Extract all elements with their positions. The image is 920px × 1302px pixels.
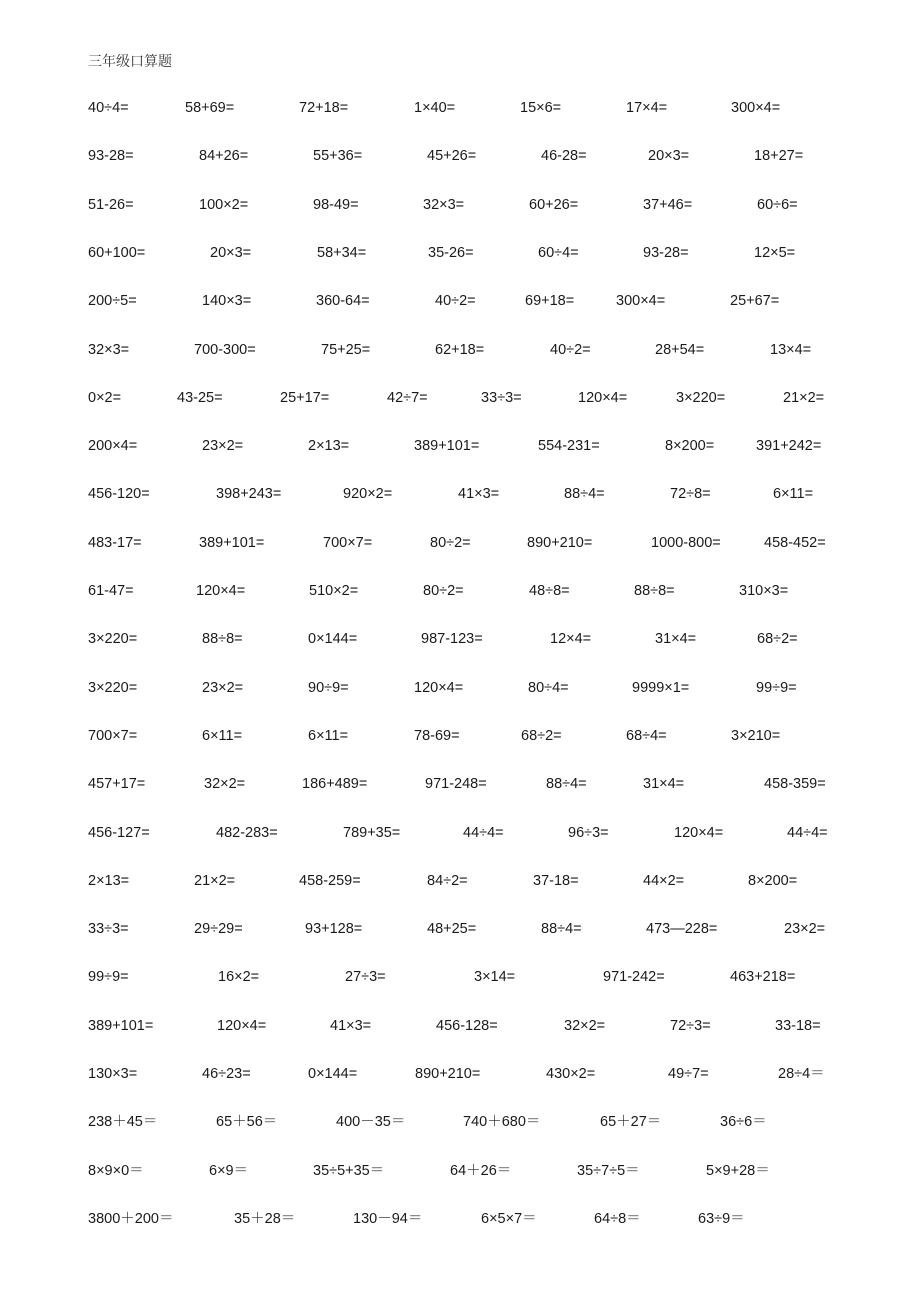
- arithmetic-problem: 65＋56＝: [216, 1114, 278, 1131]
- problem-row: [0, 918, 920, 940]
- problem-row: [0, 1208, 920, 1230]
- arithmetic-problem: 0×144=: [308, 1066, 358, 1082]
- problem-row: [0, 725, 920, 747]
- arithmetic-problem: 120×4=: [217, 1017, 267, 1034]
- arithmetic-problem: 920×2=: [343, 486, 393, 503]
- arithmetic-problem: 75+25=: [321, 341, 371, 358]
- arithmetic-problem: 72÷3=: [670, 1017, 711, 1034]
- arithmetic-problem: 40÷4=: [88, 100, 129, 116]
- arithmetic-problem: 36÷6＝: [720, 1114, 767, 1131]
- arithmetic-problem: 68÷4=: [626, 727, 667, 744]
- arithmetic-problem: 40÷2=: [550, 341, 591, 358]
- arithmetic-problem: 130×3=: [88, 1066, 138, 1082]
- arithmetic-problem: 21×2=: [783, 389, 825, 406]
- arithmetic-problem: 29÷29=: [194, 921, 243, 938]
- arithmetic-problem: 23×2=: [202, 438, 244, 455]
- arithmetic-problem: 32×2=: [204, 776, 246, 793]
- arithmetic-problem: 80÷4=: [528, 679, 569, 696]
- problem-row: [0, 97, 920, 119]
- arithmetic-problem: 44×2=: [643, 872, 685, 889]
- arithmetic-problem: 3×14=: [474, 969, 516, 986]
- arithmetic-problem: 35÷5+35＝: [313, 1162, 385, 1179]
- arithmetic-problem: 473—228=: [646, 921, 718, 938]
- arithmetic-problem: 21×2=: [194, 872, 236, 889]
- arithmetic-problem: 62+18=: [435, 341, 485, 358]
- arithmetic-problem: 58+34=: [317, 244, 367, 261]
- arithmetic-problem: 49÷7=: [668, 1066, 709, 1082]
- arithmetic-problem: 2×13=: [308, 438, 350, 455]
- worksheet-title: 三年级口算题: [88, 54, 172, 70]
- arithmetic-problem: 98-49=: [313, 196, 359, 213]
- arithmetic-problem: 88÷8=: [634, 583, 675, 599]
- arithmetic-problem: 458-259=: [299, 872, 361, 889]
- arithmetic-problem: 1000-800=: [651, 534, 721, 551]
- arithmetic-problem: 120×4=: [674, 824, 724, 841]
- arithmetic-problem: 0×144=: [308, 631, 358, 648]
- arithmetic-problem: 25+17=: [280, 389, 330, 406]
- arithmetic-problem: 389+101=: [199, 534, 265, 551]
- arithmetic-problem: 20×3=: [648, 148, 690, 165]
- arithmetic-problem: 100×2=: [199, 196, 249, 213]
- arithmetic-problem: 37+46=: [643, 196, 693, 213]
- arithmetic-problem: 32×3=: [88, 341, 130, 358]
- arithmetic-problem: 300×4=: [731, 100, 781, 116]
- arithmetic-problem: 96÷3=: [568, 824, 609, 841]
- arithmetic-problem: 238＋45＝: [88, 1114, 158, 1131]
- arithmetic-problem: 80÷2=: [423, 583, 464, 599]
- arithmetic-problem: 140×3=: [202, 293, 252, 310]
- arithmetic-problem: 18+27=: [754, 148, 804, 165]
- arithmetic-problem: 400－35＝: [336, 1114, 406, 1131]
- arithmetic-problem: 27÷3=: [345, 969, 386, 986]
- arithmetic-problem: 9999×1=: [632, 679, 690, 696]
- arithmetic-problem: 78-69=: [414, 727, 460, 744]
- arithmetic-problem: 12×5=: [754, 244, 796, 261]
- arithmetic-problem: 456-120=: [88, 486, 150, 503]
- problem-row: [0, 145, 920, 167]
- arithmetic-problem: 72÷8=: [670, 486, 711, 503]
- arithmetic-problem: 33-18=: [775, 1017, 821, 1034]
- arithmetic-problem: 63÷9＝: [698, 1210, 745, 1227]
- problem-row: [0, 339, 920, 361]
- problem-row: [0, 580, 920, 602]
- arithmetic-problem: 16×2=: [218, 969, 260, 986]
- arithmetic-problem: 3×220=: [88, 679, 138, 696]
- arithmetic-problem: 88÷4=: [546, 776, 587, 793]
- arithmetic-problem: 430×2=: [546, 1066, 596, 1082]
- arithmetic-problem: 360-64=: [316, 293, 370, 310]
- problem-row: [0, 870, 920, 892]
- arithmetic-problem: 700-300=: [194, 341, 256, 358]
- problem-row: [0, 677, 920, 699]
- arithmetic-problem: 88÷8=: [202, 631, 243, 648]
- problem-row: [0, 1160, 920, 1182]
- problem-row: [0, 966, 920, 988]
- arithmetic-problem: 200÷5=: [88, 293, 137, 310]
- arithmetic-problem: 33÷3=: [88, 921, 129, 938]
- arithmetic-problem: 88÷4=: [564, 486, 605, 503]
- problem-row: [0, 435, 920, 457]
- arithmetic-problem: 457+17=: [88, 776, 146, 793]
- problem-row: [0, 822, 920, 844]
- arithmetic-problem: 3×220=: [676, 389, 726, 406]
- arithmetic-problem: 93+128=: [305, 921, 363, 938]
- arithmetic-problem: 28+54=: [655, 341, 705, 358]
- arithmetic-problem: 3×210=: [731, 727, 781, 744]
- arithmetic-problem: 2×13=: [88, 872, 130, 889]
- problem-row: [0, 1015, 920, 1037]
- arithmetic-problem: 12×4=: [550, 631, 592, 648]
- arithmetic-problem: 13×4=: [770, 341, 812, 358]
- arithmetic-problem: 971-242=: [603, 969, 665, 986]
- arithmetic-problem: 41×3=: [458, 486, 500, 503]
- arithmetic-problem: 44÷4=: [787, 824, 828, 841]
- arithmetic-problem: 88÷4=: [541, 921, 582, 938]
- arithmetic-problem: 35＋28＝: [234, 1210, 296, 1227]
- arithmetic-problem: 458-359=: [764, 776, 826, 793]
- arithmetic-problem: 6×11=: [773, 486, 814, 503]
- arithmetic-problem: 84+26=: [199, 148, 249, 165]
- arithmetic-problem: 458-452=: [764, 534, 826, 551]
- arithmetic-problem: 64＋26＝: [450, 1162, 512, 1179]
- arithmetic-problem: 37-18=: [533, 872, 579, 889]
- arithmetic-problem: 300×4=: [616, 293, 666, 310]
- arithmetic-problem: 483-17=: [88, 534, 142, 551]
- arithmetic-problem: 0×2=: [88, 389, 122, 406]
- arithmetic-problem: 789+35=: [343, 824, 401, 841]
- arithmetic-problem: 398+243=: [216, 486, 282, 503]
- arithmetic-problem: 554-231=: [538, 438, 600, 455]
- arithmetic-problem: 510×2=: [309, 583, 359, 599]
- arithmetic-problem: 31×4=: [643, 776, 685, 793]
- arithmetic-problem: 65＋27＝: [600, 1114, 662, 1131]
- arithmetic-problem: 93-28=: [643, 244, 689, 261]
- arithmetic-problem: 8×200=: [665, 438, 715, 455]
- arithmetic-problem: 68÷2=: [521, 727, 562, 744]
- arithmetic-problem: 40÷2=: [435, 293, 476, 310]
- arithmetic-problem: 463+218=: [730, 969, 796, 986]
- arithmetic-problem: 60+26=: [529, 196, 579, 213]
- arithmetic-problem: 35÷7÷5＝: [577, 1162, 640, 1179]
- arithmetic-problem: 43-25=: [177, 389, 223, 406]
- arithmetic-problem: 45+26=: [427, 148, 477, 165]
- arithmetic-problem: 46-28=: [541, 148, 587, 165]
- arithmetic-problem: 23×2=: [202, 679, 244, 696]
- arithmetic-problem: 55+36=: [313, 148, 363, 165]
- problem-row: [0, 773, 920, 795]
- arithmetic-problem: 971-248=: [425, 776, 487, 793]
- arithmetic-problem: 58+69=: [185, 100, 235, 116]
- arithmetic-problem: 482-283=: [216, 824, 278, 841]
- arithmetic-problem: 186+489=: [302, 776, 368, 793]
- arithmetic-problem: 456-127=: [88, 824, 150, 841]
- arithmetic-problem: 6×11=: [308, 727, 349, 744]
- arithmetic-problem: 200×4=: [88, 438, 138, 455]
- arithmetic-problem: 1×40=: [414, 100, 456, 116]
- arithmetic-problem: 44÷4=: [463, 824, 504, 841]
- arithmetic-problem: 93-28=: [88, 148, 134, 165]
- arithmetic-problem: 80÷2=: [430, 534, 471, 551]
- arithmetic-problem: 20×3=: [210, 244, 252, 261]
- arithmetic-problem: 99÷9=: [88, 969, 129, 986]
- arithmetic-problem: 700×7=: [88, 727, 138, 744]
- arithmetic-problem: 60÷6=: [757, 196, 798, 213]
- arithmetic-problem: 17×4=: [626, 100, 668, 116]
- arithmetic-problem: 890+210=: [527, 534, 593, 551]
- problem-row: [0, 483, 920, 505]
- arithmetic-problem: 120×4=: [414, 679, 464, 696]
- arithmetic-problem: 6×9＝: [209, 1162, 249, 1179]
- problem-row: [0, 387, 920, 409]
- arithmetic-problem: 99÷9=: [756, 679, 797, 696]
- arithmetic-problem: 28÷4＝: [778, 1066, 825, 1082]
- problem-row: [0, 242, 920, 264]
- arithmetic-problem: 120×4=: [196, 583, 246, 599]
- arithmetic-problem: 64÷8＝: [594, 1210, 641, 1227]
- arithmetic-problem: 33÷3=: [481, 389, 522, 406]
- arithmetic-problem: 890+210=: [415, 1066, 481, 1082]
- arithmetic-problem: 987-123=: [421, 631, 483, 648]
- arithmetic-problem: 5×9+28＝: [706, 1162, 770, 1179]
- arithmetic-problem: 6×11=: [202, 727, 243, 744]
- arithmetic-problem: 391+242=: [756, 438, 822, 455]
- arithmetic-problem: 69+18=: [525, 293, 575, 310]
- arithmetic-problem: 700×7=: [323, 534, 373, 551]
- arithmetic-problem: 35-26=: [428, 244, 474, 261]
- problem-row: [0, 1063, 920, 1085]
- arithmetic-problem: 389+101=: [88, 1017, 154, 1034]
- arithmetic-problem: 25+67=: [730, 293, 780, 310]
- arithmetic-problem: 15×6=: [520, 100, 562, 116]
- arithmetic-problem: 90÷9=: [308, 679, 349, 696]
- arithmetic-problem: 61-47=: [88, 583, 134, 599]
- arithmetic-problem: 42÷7=: [387, 389, 428, 406]
- arithmetic-problem: 6×5×7＝: [481, 1210, 537, 1227]
- arithmetic-problem: 84÷2=: [427, 872, 468, 889]
- arithmetic-problem: 51-26=: [88, 196, 134, 213]
- problem-row: [0, 290, 920, 312]
- problem-row: [0, 628, 920, 650]
- arithmetic-problem: 68÷2=: [757, 631, 798, 648]
- arithmetic-problem: 3800＋200＝: [88, 1210, 174, 1227]
- arithmetic-problem: 31×4=: [655, 631, 697, 648]
- arithmetic-problem: 456-128=: [436, 1017, 498, 1034]
- arithmetic-problem: 740＋680＝: [463, 1114, 541, 1131]
- problem-row: [0, 1111, 920, 1133]
- arithmetic-problem: 3×220=: [88, 631, 138, 648]
- arithmetic-problem: 46÷23=: [202, 1066, 251, 1082]
- problem-row: [0, 532, 920, 554]
- arithmetic-problem: 48+25=: [427, 921, 477, 938]
- arithmetic-problem: 310×3=: [739, 583, 789, 599]
- arithmetic-problem: 32×3=: [423, 196, 465, 213]
- arithmetic-problem: 72+18=: [299, 100, 349, 116]
- arithmetic-problem: 8×9×0＝: [88, 1162, 144, 1179]
- problem-row: [0, 194, 920, 216]
- arithmetic-problem: 8×200=: [748, 872, 798, 889]
- arithmetic-problem: 389+101=: [414, 438, 480, 455]
- arithmetic-problem: 60+100=: [88, 244, 146, 261]
- arithmetic-problem: 60÷4=: [538, 244, 579, 261]
- arithmetic-problem: 130－94＝: [353, 1210, 423, 1227]
- arithmetic-problem: 32×2=: [564, 1017, 606, 1034]
- arithmetic-problem: 120×4=: [578, 389, 628, 406]
- arithmetic-problem: 23×2=: [784, 921, 826, 938]
- arithmetic-problem: 41×3=: [330, 1017, 372, 1034]
- arithmetic-problem: 48÷8=: [529, 583, 570, 599]
